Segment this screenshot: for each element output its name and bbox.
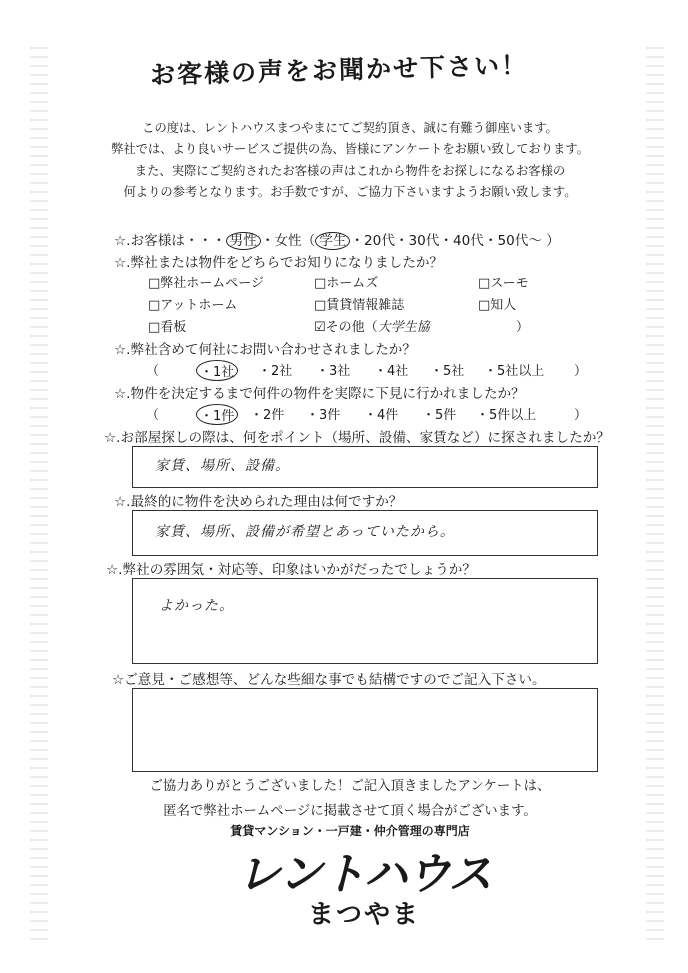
question-inquiry-count: ☆.弊社含めて何社にお問い合わせされましたか？ bbox=[114, 342, 416, 358]
option-company-homepage[interactable]: □弊社ホームページ bbox=[148, 276, 265, 291]
intro-line: この度は、レントハウスまつやまにてご契約頂き、誠に有難う御座います。 bbox=[142, 121, 558, 135]
footer-line: 匿名で弊社ホームページに掲載させて頂く場合がございます。 bbox=[163, 804, 537, 819]
footer-line: ご協力ありがとうございました！ご記入頂きましたアンケートは、 bbox=[149, 779, 551, 794]
intro-line: また、実際にご契約されたお客様の声はこれから物件をお探しになるお客様の bbox=[134, 163, 566, 178]
other-handwritten-answer: 大学生協 bbox=[377, 320, 430, 335]
answer-box-impression[interactable] bbox=[132, 578, 598, 664]
question-customer-type bbox=[114, 229, 560, 249]
option-rental-magazine[interactable]: □賃貸情報雑誌 bbox=[314, 298, 405, 313]
paren-close: ） bbox=[574, 408, 588, 423]
answer-box-search-points[interactable] bbox=[132, 446, 598, 488]
choice-4-companies[interactable]: ・4社 bbox=[374, 364, 409, 379]
question-decision-reason: ☆.最終的に物件を決められた理由は何ですか？ bbox=[114, 494, 403, 510]
paren-open: （ bbox=[146, 364, 160, 379]
intro-text bbox=[80, 118, 620, 204]
option-other-close: ） bbox=[516, 320, 530, 335]
decorative-border-left bbox=[30, 40, 48, 940]
question-comments: ☆ご意見・ご感想等、どんな些細な事でも結構ですのでご記入下さい。 bbox=[112, 672, 546, 688]
decorative-border-right bbox=[646, 40, 664, 940]
handwritten-answer: 家賃、場所、設備。 bbox=[155, 458, 290, 474]
choice-over-5-properties[interactable]: ・5件以上 bbox=[476, 408, 537, 423]
choice-5-properties[interactable]: ・5件 bbox=[422, 408, 457, 423]
answer-box-comments[interactable] bbox=[132, 688, 598, 772]
gender-female[interactable]: ・女性（ bbox=[260, 233, 316, 249]
choice-4-properties[interactable]: ・4件 bbox=[364, 408, 399, 423]
question-source: ☆.弊社または物件をどちらでお知りになりましたか？ bbox=[114, 255, 444, 271]
question-viewing-count: ☆.物件を決定するまで何件の物件を実際に下見に行かれましたか？ bbox=[114, 386, 525, 402]
choice-2-properties[interactable]: ・2件 bbox=[250, 408, 285, 423]
option-homes[interactable]: □ホームズ bbox=[314, 276, 379, 291]
choice-2-companies[interactable]: ・2社 bbox=[258, 364, 293, 379]
paren-open: （ bbox=[146, 408, 160, 423]
handwritten-answer: よかった。 bbox=[159, 598, 234, 614]
q1-lead: ☆.お客様は・・・ bbox=[114, 233, 226, 249]
company-logo-sub: まつやま bbox=[307, 900, 420, 930]
option-signboard[interactable]: □看板 bbox=[148, 320, 187, 335]
company-logo: レントハウス bbox=[236, 849, 492, 900]
intro-line: 何よりの参考となります。お手数ですが、ご協力下さいますようお願い致します。 bbox=[123, 185, 577, 200]
page-title: お客様の声をお聞かせ下さい！ bbox=[149, 50, 529, 90]
intro-line: 弊社では、より良いサービスご提供の為、皆様にアンケートをお願い致しております。 bbox=[111, 142, 589, 157]
choice-1-company-circled[interactable]: ・1社 bbox=[196, 360, 238, 381]
option-athome[interactable]: □アットホーム bbox=[148, 298, 238, 313]
student-circled[interactable]: 学生 bbox=[315, 232, 350, 250]
question-search-points: ☆.お部屋探しの際は、何をポイント（場所、設備、家賃など）に探されましたか？ bbox=[104, 430, 610, 446]
option-other-label: ☑その他（ bbox=[314, 320, 378, 335]
footer-note bbox=[120, 774, 580, 824]
answer-box-decision-reason[interactable] bbox=[132, 510, 598, 556]
gender-male-circled[interactable]: 男性 bbox=[226, 232, 261, 250]
choice-3-properties[interactable]: ・3件 bbox=[306, 408, 341, 423]
handwritten-answer: 家賃、場所、設備が希望とあっていたから。 bbox=[155, 524, 455, 540]
choice-over-5-companies[interactable]: ・5社以上 bbox=[484, 364, 545, 379]
choice-1-property-circled[interactable]: ・1件 bbox=[196, 404, 238, 425]
option-suumo[interactable]: □スーモ bbox=[478, 276, 529, 291]
age-options: ・20代・30代・40代・50代～ ） bbox=[350, 233, 560, 249]
option-acquaintance[interactable]: □知人 bbox=[478, 298, 517, 313]
paren-close: ） bbox=[574, 364, 588, 379]
store-description: 賃貸マンション・一戸建・仲介管理の専門店 bbox=[230, 824, 470, 838]
option-other-checked[interactable] bbox=[314, 316, 430, 335]
choice-5-companies[interactable]: ・5社 bbox=[430, 364, 465, 379]
question-impression: ☆.弊社の雰囲気・対応等、印象はいかがだったでしょうか？ bbox=[106, 562, 476, 578]
choice-3-companies[interactable]: ・3社 bbox=[316, 364, 351, 379]
